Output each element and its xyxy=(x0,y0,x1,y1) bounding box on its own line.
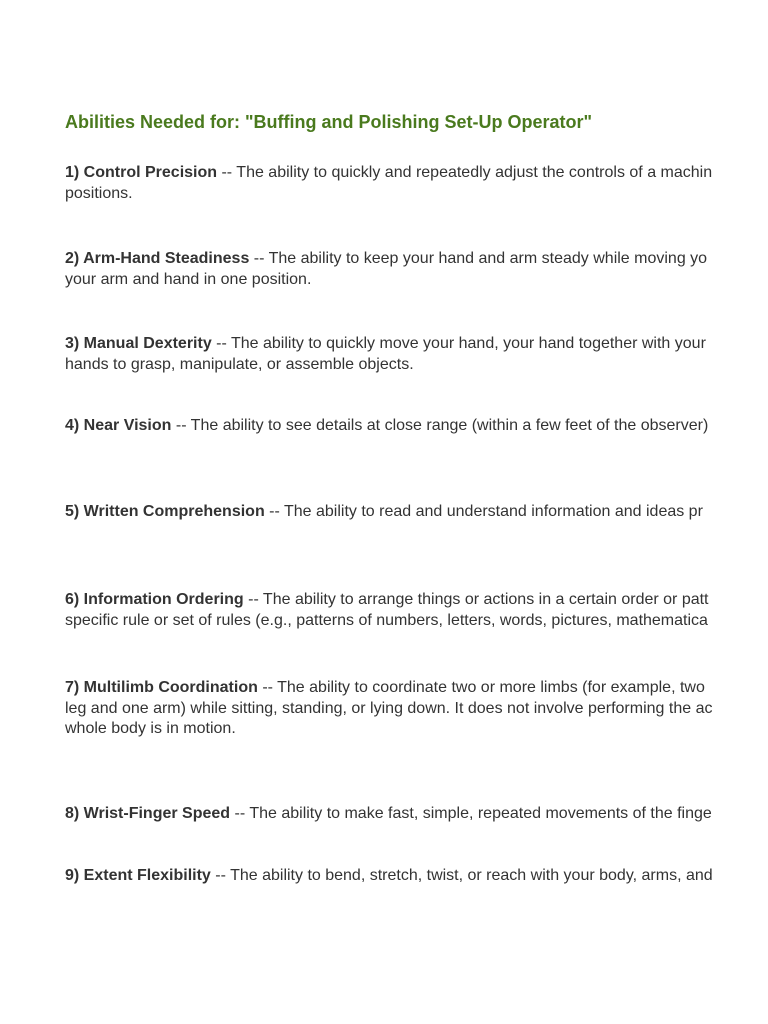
ability-description-continued: whole body is in motion. xyxy=(65,720,236,737)
ability-description: -- The ability to coordinate two or more limbs (for example, two xyxy=(257,679,705,696)
ability-line xyxy=(65,678,768,699)
ability-term: 5) Written Comprehension xyxy=(65,503,265,520)
ability-line xyxy=(65,804,768,825)
ability-term: 7) Multilimb Coordination xyxy=(65,679,258,696)
ability-line xyxy=(65,866,768,887)
ability-description-continued: hands to grasp, manipulate, or assemble objects. xyxy=(65,355,414,373)
ability-line xyxy=(65,590,768,611)
ability-description: -- The ability to make fast, simple, repeated movements of the finge xyxy=(230,805,712,822)
ability-term: 4) Near Vision xyxy=(65,417,172,434)
ability-term: 2) Arm-Hand Steadiness xyxy=(65,250,250,267)
ability-description: -- The ability to read and understand information and ideas pr xyxy=(264,503,703,520)
ability-item-manual-dexterity xyxy=(65,334,768,375)
ability-term: 9) Extent Flexibility xyxy=(65,867,211,884)
ability-description: -- The ability to arrange things or actions in a certain order or patt xyxy=(243,591,709,608)
ability-term: 3) Manual Dexterity xyxy=(65,335,212,352)
ability-description: -- The ability to bend, stretch, twist, or reach with your body, arms, and xyxy=(210,867,713,884)
page-title: Abilities Needed for: "Buffing and Polishing Set-Up Operator" xyxy=(65,112,593,132)
ability-line xyxy=(65,416,768,437)
ability-item-extent-flexibility xyxy=(65,866,768,887)
ability-item-arm-hand-steadiness xyxy=(65,249,768,290)
ability-item-written-comprehension xyxy=(65,502,768,523)
ability-description-continued: your arm and hand in one position. xyxy=(65,270,312,288)
ability-item-wrist-finger-speed xyxy=(65,804,768,825)
ability-description-continued: positions. xyxy=(65,184,133,202)
ability-description: -- The ability to see details at close range (within a few feet of the observer) xyxy=(171,417,709,434)
ability-item-control-precision xyxy=(65,163,768,204)
ability-description: -- The ability to keep your hand and arm steady while moving yo xyxy=(249,250,708,267)
ability-line xyxy=(65,334,768,355)
ability-line xyxy=(65,163,768,184)
ability-item-near-vision xyxy=(65,416,768,437)
ability-item-information-ordering xyxy=(65,590,768,631)
ability-term: 1) Control Precision xyxy=(65,164,218,181)
ability-description-continued: specific rule or set of rules (e.g., patterns of numbers, letters, words, pictures, mathematica xyxy=(65,611,708,629)
ability-line xyxy=(65,502,768,523)
ability-description-continued: leg and one arm) while sitting, standing, or lying down. It does not involve performing the ac xyxy=(65,699,713,717)
ability-description: -- The ability to quickly move your hand, your hand together with your xyxy=(211,335,706,352)
ability-item-multilimb-coordination xyxy=(65,678,768,740)
ability-description: -- The ability to quickly and repeatedly adjust the controls of a machin xyxy=(217,164,713,181)
ability-term: 8) Wrist-Finger Speed xyxy=(65,805,231,822)
ability-term: 6) Information Ordering xyxy=(65,591,244,608)
ability-line xyxy=(65,249,768,270)
